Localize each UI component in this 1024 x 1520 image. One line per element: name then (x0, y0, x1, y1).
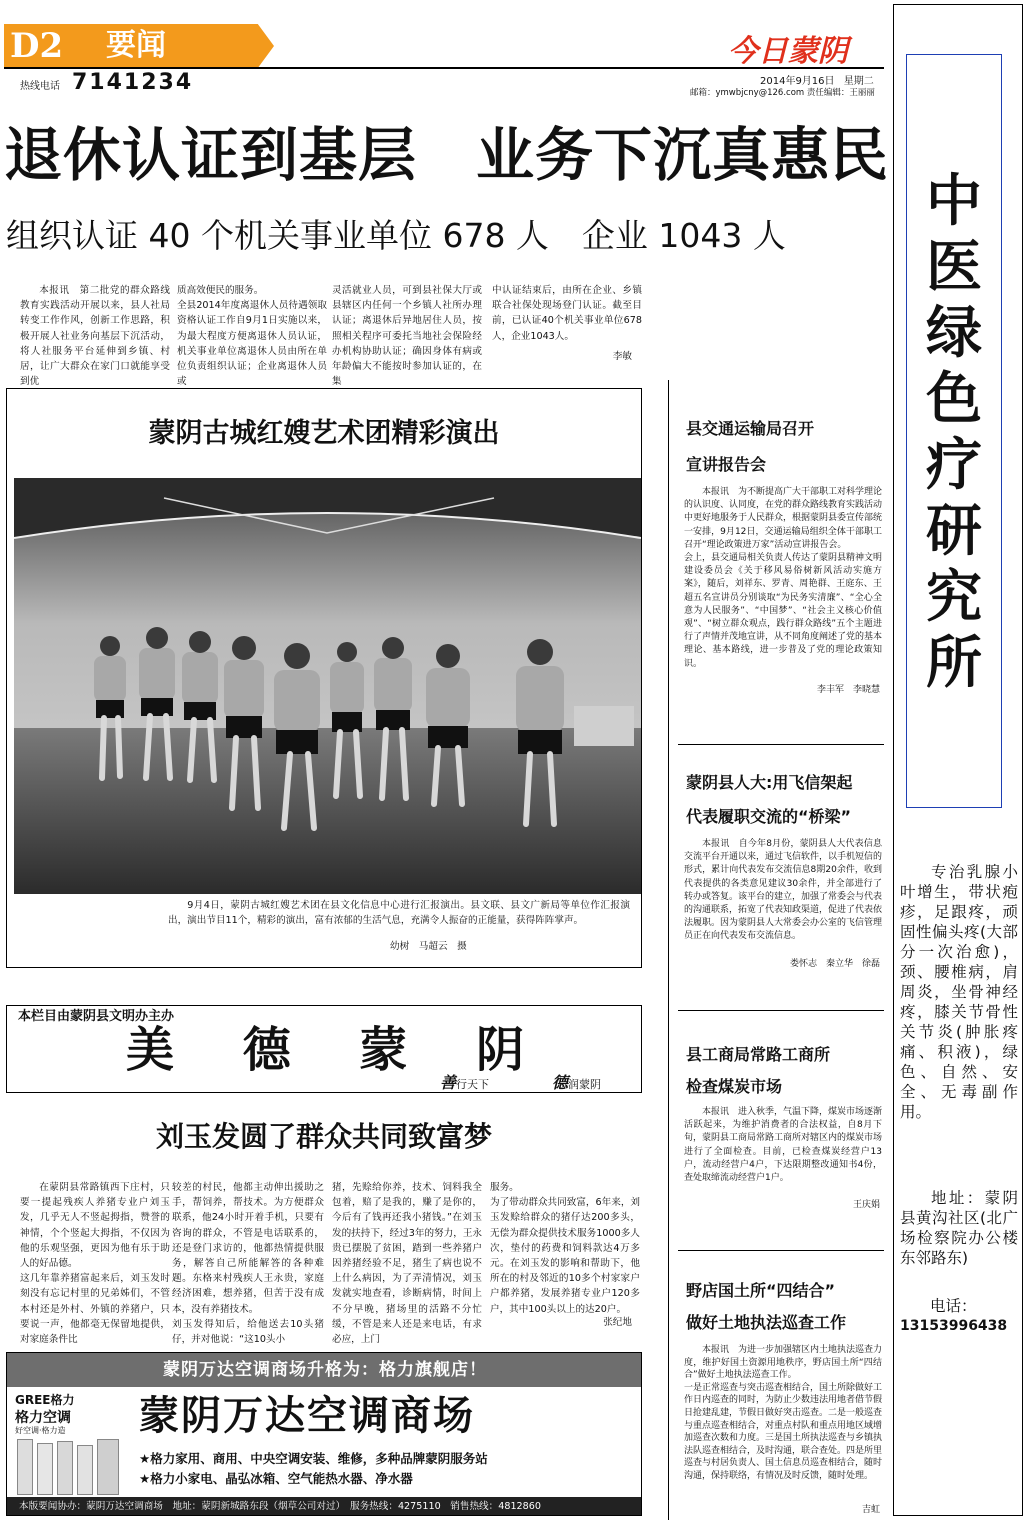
side-news-4-byline: 吉虹 (861, 1505, 880, 1515)
ad-line-1: ★格力家用、商用、中央空调安装、维修，多种品牌蒙阴服务站 (139, 1451, 488, 1466)
hotline-number: 7141234 (72, 70, 194, 95)
virtue-col-4: 服务。 为了带动群众共同致富，6年来，刘玉发赊给群众的猪仔达200多头，无偿为群众提供技术服务1000多人次，垫付的药费和饲料款达4万多元。在刘玉发的影响和帮助下，他所在的村及邻近的10多个村家家户户都养猪，发展养猪专业户120多户，其中100头以上的达20户。 (490, 1182, 641, 1315)
gree-slogan: 好空调·格力造 (15, 1426, 66, 1435)
side-rule-1 (678, 744, 884, 745)
virtue-col-2: 较差的村民，他都主动伸出援助之手，帮饲养，帮技术。为方便群众联系，他24小时开着手机，只要有咨询的群众，不管是电话联系的，还是登门求访的，他都热情提供服务，解答自己所能解答的各种难题。东格来村残疾人王永贵，家庭经济困难，想养猪，但苦于没有成本，没有养猪技术。 刘玉发得知后，给他送去10头猪仔，并对他说：“这10头小 (172, 1182, 324, 1346)
hotline-label: 热线电话 (20, 81, 60, 92)
side-news-2-body: 本报讯 自今年8月份，蒙阴县人大代表信息交流平台开通以来，通过飞信软件，以手机短信的形式，累计向代表发布交流信息8期20余件，收到代表提供的各类意见建议30余件，并全部进行了转办或答复。该平台的建立，加强了常委会与代表的沟通联系，拓宽了代表知政渠道，促进了代表依法履职。因为蒙阴县人大常委会办公室的飞信管理员正在向代表发布交流信息。 (684, 839, 883, 942)
virtue-title: 美 德 蒙 阴 (126, 1022, 551, 1078)
slogan-2-rest: 润蒙阴 (568, 1078, 602, 1091)
side-news-4-body: 本报讯 为进一步加强辖区内土地执法巡查力度，维护好国土资源用地秩序，野店国土所“四结合”做好土地执法巡查工作。 一是正常巡查与突击巡查相结合，国土所除做好工作日内巡查的同时，为防止少数违法用地者借节假日抢建乱建，节假日做好突击巡查。二是一般巡查与重点巡查相结合，对重点村队和重点用地区域增加巡查次数和力度。三是国土所执法巡查与乡镇执法队巡查相结合，及时沟通，联合查处。四是所里巡查与村居负责人、国土信息员巡查相结合，随时沟通，保持联络，有情况及时反馈，随时处理。 (684, 1345, 883, 1481)
lead-col-1: 本报讯 第二批党的群众路线教育实践活动开展以来，县人社局转变工作作风，创新工作思路，积极开展人社业务向基层下沉活动，将人社服务平台延伸到乡镇、村居，让广大群众在家门口就能享受到优 (20, 285, 170, 388)
side-news-1-byline: 李丰军 李晓慧 (816, 685, 880, 695)
gree-logo: GREE格力 (15, 1393, 75, 1407)
side-news-1-title-1: 县交通运输局召开 (686, 419, 815, 438)
section-name: 要闻 (106, 28, 166, 63)
weekday: 星期二 (843, 76, 874, 87)
lead-byline: 李敏 (612, 351, 632, 362)
side-news-4-title-2: 做好土地执法巡查工作 (686, 1313, 847, 1332)
side-news-1-title-2: 宣讲报告会 (686, 455, 767, 474)
slogan-1-rest: 行天下 (456, 1078, 490, 1091)
ad-line-2: ★格力小家电、晶弘冰箱、空气能热水器、净水器 (139, 1471, 413, 1486)
virtue-slogan-2 (552, 1070, 601, 1093)
virtue-byline: 张纪地 (603, 1317, 632, 1328)
lead-headline: 退休认证到基层 业务下沉真惠民 (4, 121, 890, 189)
slogan-2-char: 德 (552, 1073, 569, 1092)
virtue-slogan-1 (440, 1070, 489, 1093)
contact-line: 邮箱：ymwbjcny@126.com 责任编辑：王丽丽 (690, 88, 875, 98)
virtue-headline: 刘玉发圆了群众共同致富梦 (155, 1120, 492, 1153)
gree-ad (6, 1352, 642, 1516)
side-news-3-body: 本报讯 进入秋季，气温下降，煤炭市场逐渐活跃起来，为维护消费者的合法权益，自8月下旬，蒙阴县工商局常路工商所对辖区内的煤炭市场进行了全面检查。目前，已检查煤炭经营户13户，流动经营户4户，下达限期整改通知书4份，查处取缔流动经营户1户。 (684, 1107, 883, 1184)
clinic-description: 专治乳腺小叶增生，带状疱疹，足跟疼，顽固性偏头疼(大部分一次治愈)，颈、腰椎病，肩周炎，坐骨神经疼，膝关节骨性关节炎(肿胀疼痛、积液)，绿色、自然、安全、无毒副作用。 (900, 863, 1018, 1121)
virtue-col-1: 在蒙阴县常路镇西下庄村，只要一提起残疾人养猪专业户刘玉发，几乎无人不竖起拇指，赞誉的神情，个个竖起大拇指，不仅因为他的乐观坚强，更因为他有乐于助人的好品德。 这几年靠养猪富起来后，刘玉发时刻没有忘记村里的兄弟姊们，不管本村还是外村、外镇的养猪户，只要说一声，他都毫无保留地提供，对家庭条件比 (20, 1182, 170, 1346)
side-news-2-byline: 娄怀志 秦立华 徐磊 (789, 959, 880, 969)
lead-col-3: 灵活就业人员，可到县社保大厅或县辖区内任何一个乡镇人社所办理认证；离退休后异地居住人员，按照相关程序可委托当地社会保险经办机构协助认证；确因身体有病或年龄偏大不能按时参加认证的，在集 (332, 285, 482, 388)
lead-subhead: 组织认证 40 个机关事业单位 678 人 企业 1043 人 (6, 216, 786, 255)
side-news-3-byline: 王庆娟 (852, 1200, 880, 1210)
performance-photo (14, 478, 641, 894)
clinic-phone-label: 电话： (930, 1297, 977, 1315)
side-rule-2 (678, 1010, 884, 1011)
lead-col-4: 中认证结束后，由所在企业、乡镇联合社保处现场登门认证。截至目前，已认证40个机关事业单位678人，企业1043人。 (492, 285, 642, 342)
clinic-address: 地址：蒙阴县黄沟社区(北广场检察院办公楼东邻路东) (900, 1189, 1018, 1267)
side-news-2-title-1: 蒙阴县人大:用飞信架起 (686, 773, 853, 792)
paper-name-logo: 今日蒙阴 (728, 34, 848, 69)
ad-store-name: 蒙阴万达空调商场 (139, 1393, 475, 1439)
side-news-3-title-1: 县工商局常路工商所 (686, 1045, 831, 1064)
page-code: D2 (10, 26, 64, 66)
side-news-2-title-2: 代表履职交流的“桥梁” (686, 807, 852, 826)
side-news-1-body: 本报讯 为不断提高广大干部职工对科学理论的认识度、认同度，在党的群众路线教育实践活动中更好地服务于人民群众，根据蒙阴县委宣传部统一安排，9月12日，交通运输局组织全体干部职工召开“理论政策进万家”活动宣讲报告会。 会上，县交通局相关负责人传达了蒙阴县精神文明建设委员会《关于移风易俗树新风活动实施方案》，随后，刘祥东、罗青、周艳群、王庭东、王超五名宣讲员分别谈取“为民务实清廉”、“全心全意为人民服务”、“中国梦”、“社会主义核心价值观”、“树立群众观点，践行群众路线”五个主题进行了声情并茂地宣讲，从不同角度阐述了党的基本理论、基本路线，进一步普及了党的理论政策知识。 (684, 487, 883, 669)
lead-col-2: 质高效便民的服务。 全县2014年度离退休人员待遇领取资格认证工作自9月1日实施以来，为最大程度方便离退休人员认证，机关事业单位离退休人员由所在单位负责组织认证；企业离退休人员或 (177, 285, 327, 388)
side-news-3-title-2: 检查煤炭市场 (686, 1077, 783, 1096)
column-divider (668, 380, 669, 1520)
virtue-sponsor: 本栏目由蒙阴县文明办主办 (18, 1009, 175, 1024)
ad-banner: 蒙阴万达空调商场升格为：格力旗舰店！ (7, 1353, 642, 1387)
ac-units-illustration (15, 1439, 127, 1495)
side-rule-3 (678, 1250, 884, 1251)
clinic-phone: 13153996438 (900, 1318, 1008, 1334)
photo-caption: 9月4日，蒙阴古城红嫂艺术团在县文化信息中心进行汇报演出。县文联、县文广新局等单位作汇报演出，演出节目11个，精彩的演出，富有浓郁的生活气息，充满令人振奋的正能量，获得阵阵掌声。 (168, 900, 630, 926)
ad-footer: 本版要闻协办：蒙阴万达空调商场 地址：蒙阴新城路东段（烟草公司对过） 服务热线：4275110 销售热线：4812860 (7, 1497, 642, 1516)
issue-date (760, 72, 874, 87)
gree-brand-cn: 格力空调 (15, 1410, 71, 1426)
photo-story-headline: 蒙阴古城红嫂艺术团精彩演出 (148, 418, 500, 449)
side-news-4-title-1: 野店国土所“四结合” (686, 1281, 836, 1300)
clinic-name: 中医绿色疗研究所 (926, 168, 982, 696)
virtue-col-3: 猪，先赊给你养，技术、饲料我全包着，赔了是我的，赚了是你的，今后有了钱再还我小猪钱。”在刘玉发的扶持下，经过3年的努力，王永贵已摆脱了贫困，踏到一些养猪户因养猪经验不足，猪生了病也说不上什么病因，为了弄清情况，刘玉发就实地查看，诊断病情，时间上不分早晚，猪场里的活路不分忙缓，不管是来人还是来电话，有求必应，上门 (332, 1182, 483, 1346)
photo-credit: 幼树 马超云 摄 (390, 941, 467, 952)
slogan-1-char: 善 (440, 1073, 457, 1092)
date: 2014年9月16日 (760, 76, 835, 87)
